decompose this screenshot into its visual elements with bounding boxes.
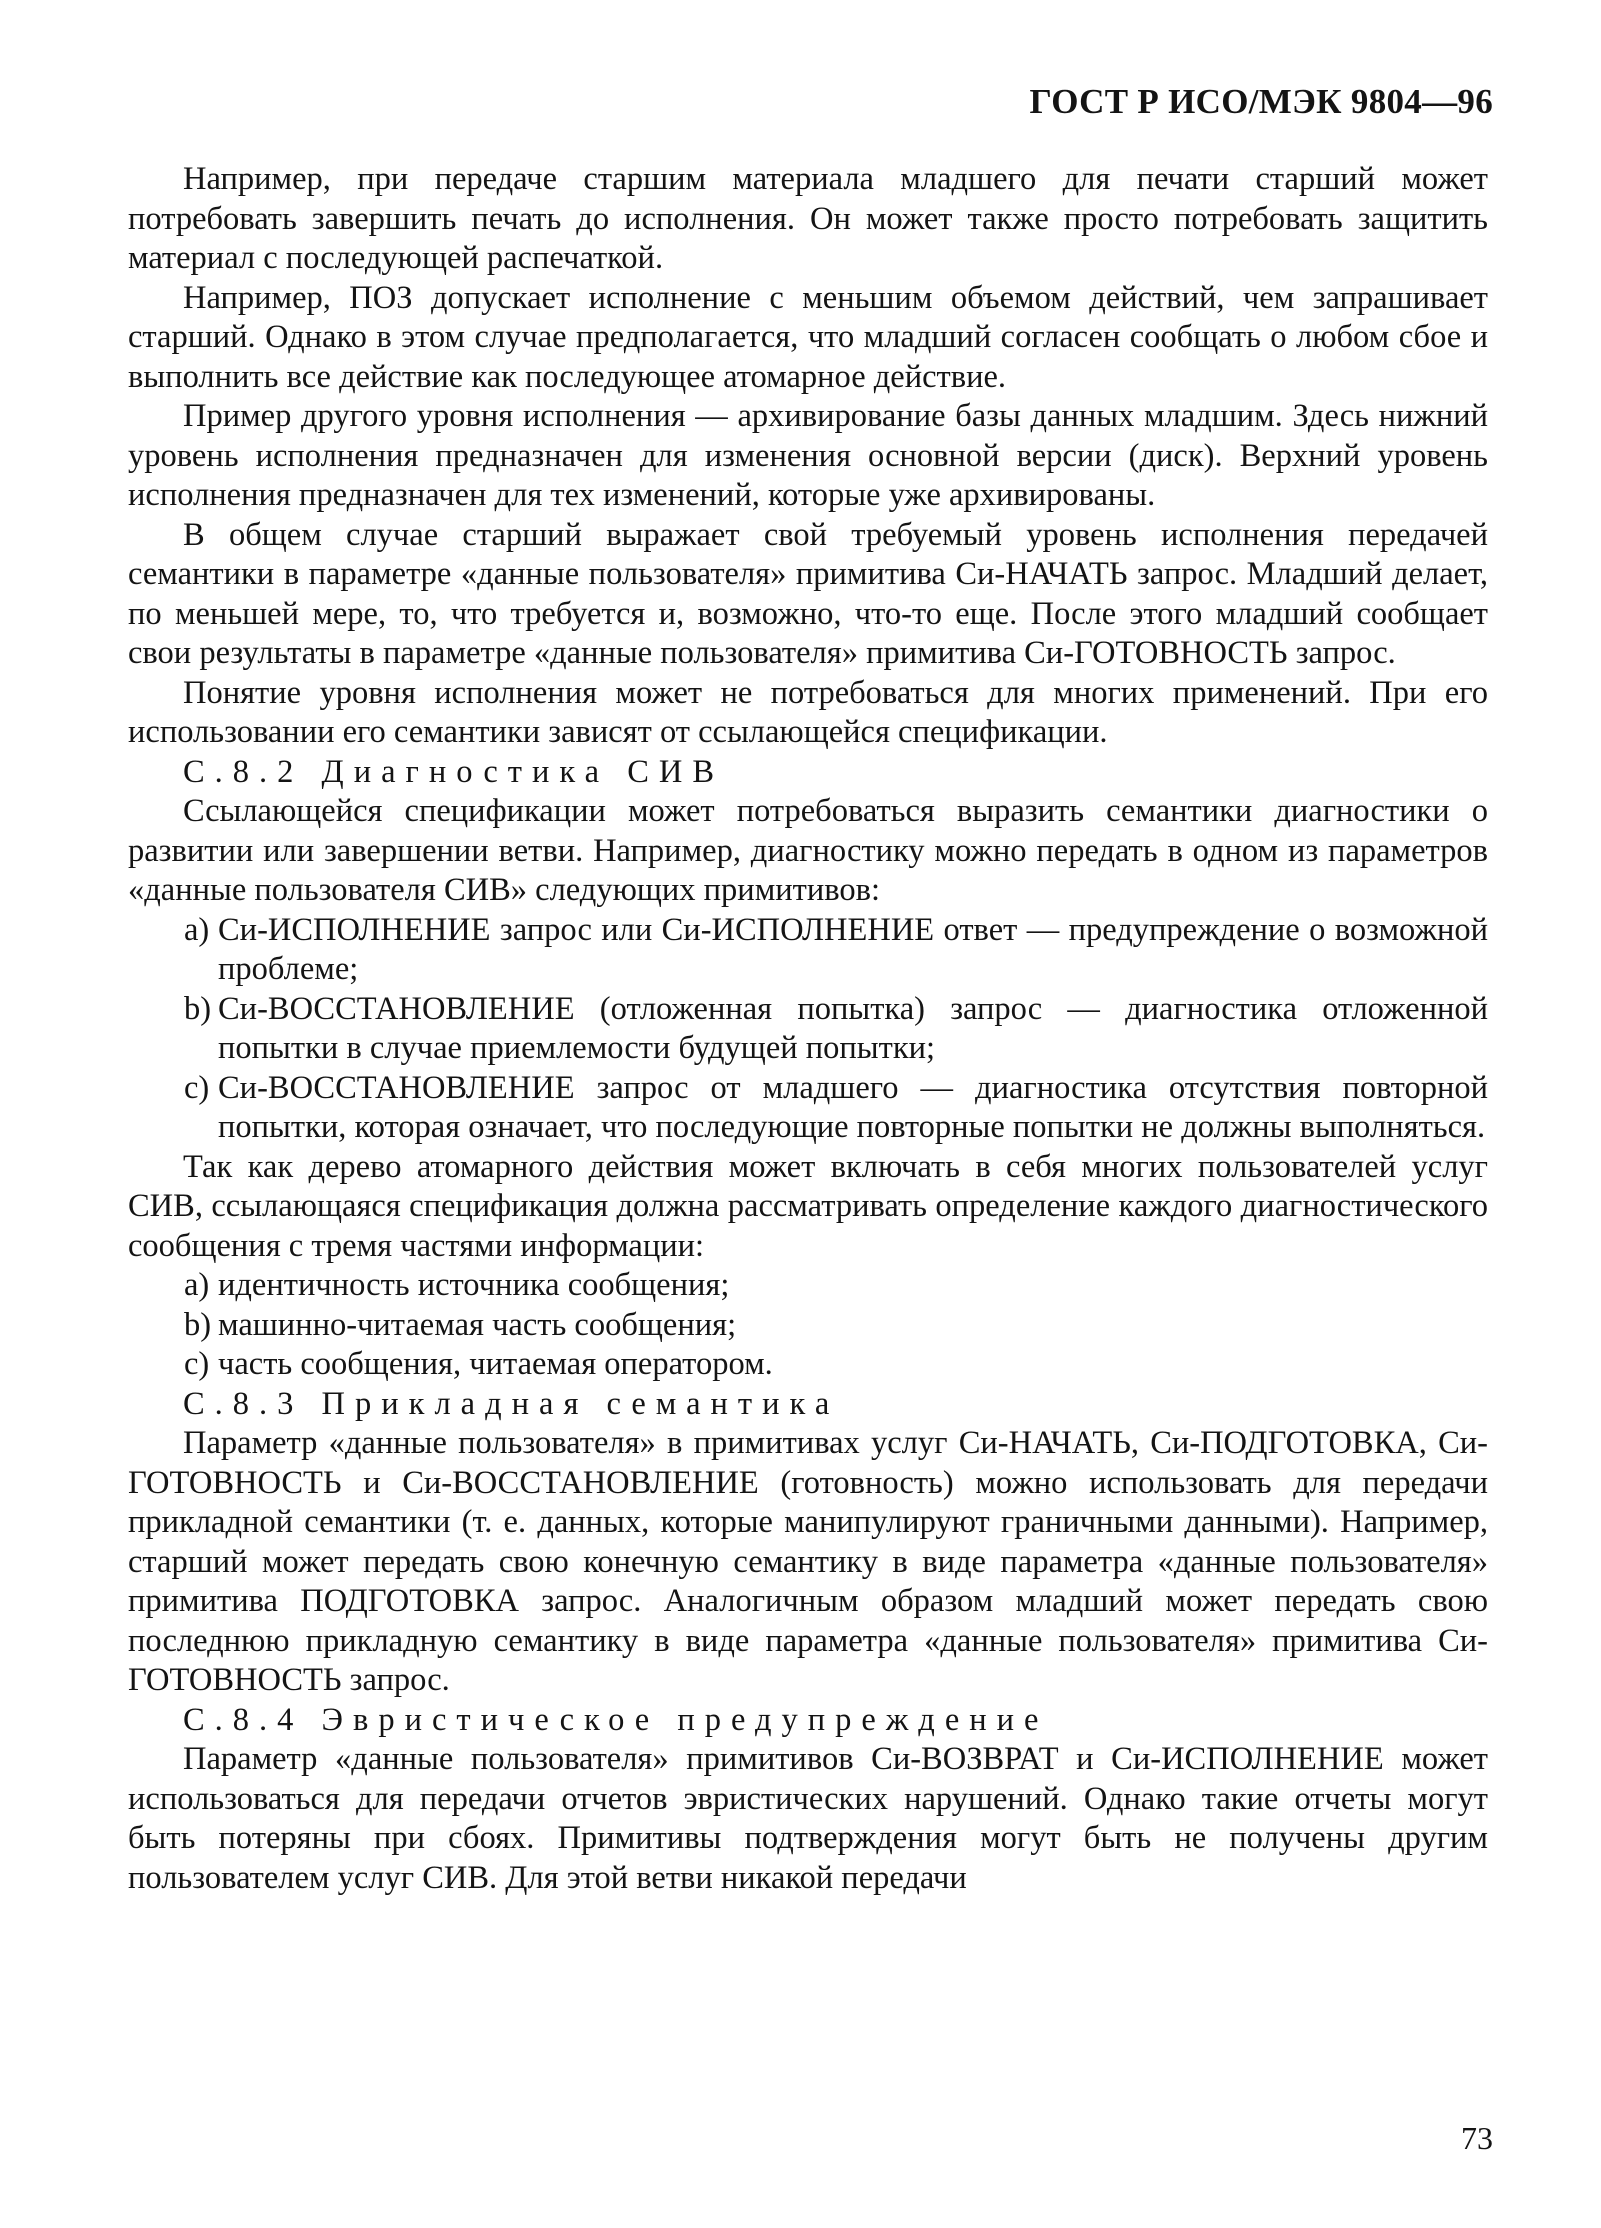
list-item [128, 911, 1488, 990]
list-marker: b) [184, 990, 212, 1027]
paragraph: Например, ПОЗ допускает исполнение с меньшим объемом действий, чем запрашивает старший. Однако в этом случае предполагается, что младший согласен сообщать о любом сбое и выполнить все действие как последующее атомарное действие. [128, 279, 1488, 395]
list-item-text: Си-ИСПОЛНЕНИЕ запрос или Си-ИСПОЛНЕНИЕ ответ — предупреждение о возможной проблеме; [218, 911, 1488, 987]
document-body [128, 160, 1488, 1898]
list-marker: а) [184, 1267, 210, 1303]
list-item-text: машинно-читаемая часть сообщения; [218, 1306, 737, 1343]
section-heading-c84: С.8.4 Эвристическое предупреждение [183, 1701, 1049, 1738]
page-number: 73 [1461, 2120, 1493, 2156]
section-heading-c82: С.8.2 Диагностика СИВ [183, 753, 725, 790]
paragraph: Так как дерево атомарного действия может включать в себя многих пользователей услуг СИВ, ссылающаяся спецификация должна рассматривать определение каждого диагностического сообщения с тремя частями информации: [128, 1148, 1488, 1264]
paragraph: Параметр «данные пользователя» примитивов Си-ВОЗВРАТ и Си-ИСПОЛНЕНИЕ может использоваться для передачи отчетов эвристических нарушений. Однако такие отчеты могут быть потеряны при сбоях. Примитивы подтверждения могут быть не получены другим пользователем услуг СИВ. Для этой ветви никакой передачи [128, 1741, 1488, 1896]
paragraph: Параметр «данные пользователя» в примитивах услуг Си-НАЧАТЬ, Си-ПОДГОТОВКА, Си-ГОТОВНОСТЬ и Си-ВОССТАНОВЛЕНИЕ (готовность) можно использовать для передачи прикладной семантики (т. е. данных, которые манипулируют граничными данными). Например, старший может передать свою конечную семантику в виде параметра «данные пользователя» примитива ПОДГОТОВКА запрос. Аналогичным образом младший может передать свою последнюю прикладную семантику в виде параметра «данные пользователя» примитива Си-ГОТОВНОСТЬ запрос. [128, 1425, 1488, 1698]
list-item-text: Си-ВОССТАНОВЛЕНИЕ (отложенная попытка) запрос — диагностика отложенной попытки в случае приемлемости будущей попытки; [218, 990, 1488, 1066]
list-item [128, 1345, 1488, 1385]
list-item [128, 1306, 1488, 1346]
list-marker: с) [184, 1346, 210, 1382]
list-marker: а) [184, 911, 210, 948]
paragraph: Ссылающейся спецификации может потребоваться выразить семантики диагностики о развитии или завершении ветви. Например, диагностику можно передать в одном из параметров «данные пользователя СИВ» следующих примитивов: [128, 793, 1488, 908]
paragraph: Пример другого уровня исполнения — архивирование базы данных младшим. Здесь нижний уровень исполнения предназначен для изменения основной версии (диск). Верхний уровень исполнения предназначен для тех изменений, которые уже архивированы. [128, 398, 1488, 513]
list-item-text: часть сообщения, читаемая оператором. [218, 1346, 773, 1382]
document-header: ГОСТ Р ИСО/МЭК 9804—96 [1029, 82, 1493, 121]
list-marker: с) [184, 1069, 210, 1106]
list-item [128, 1069, 1488, 1148]
paragraph: В общем случае старший выражает свой требуемый уровень исполнения передачей семантики в параметре «данные пользователя» примитива Си-НАЧАТЬ запрос. Младший делает, по меньшей мере, то, что требуется и, возможно, что-то еще. После этого младший сообщает свои результаты в параметре «данные пользователя» примитива Си-ГОТОВНОСТЬ запрос. [128, 516, 1488, 671]
list-item [128, 1266, 1488, 1306]
list-item [128, 990, 1488, 1069]
paragraph: Понятие уровня исполнения может не потребоваться для многих применений. При его использовании его семантики зависят от ссылающейся спецификации. [128, 674, 1488, 750]
list-item-text: идентичность источника сообщения; [218, 1267, 730, 1303]
list-marker: b) [184, 1306, 212, 1343]
section-heading-c83: С.8.3 Прикладная семантика [183, 1385, 840, 1422]
list-item-text: Си-ВОССТАНОВЛЕНИЕ запрос от младшего — диагностика отсутствия повторной попытки, которая означает, что последующие повторные попытки не должны выполняться. [218, 1069, 1488, 1145]
paragraph: Например, при передаче старшим материала младшего для печати старший может потребовать завершить печать до исполнения. Он может также просто потребовать защитить материал с последующей распечаткой. [128, 161, 1488, 276]
